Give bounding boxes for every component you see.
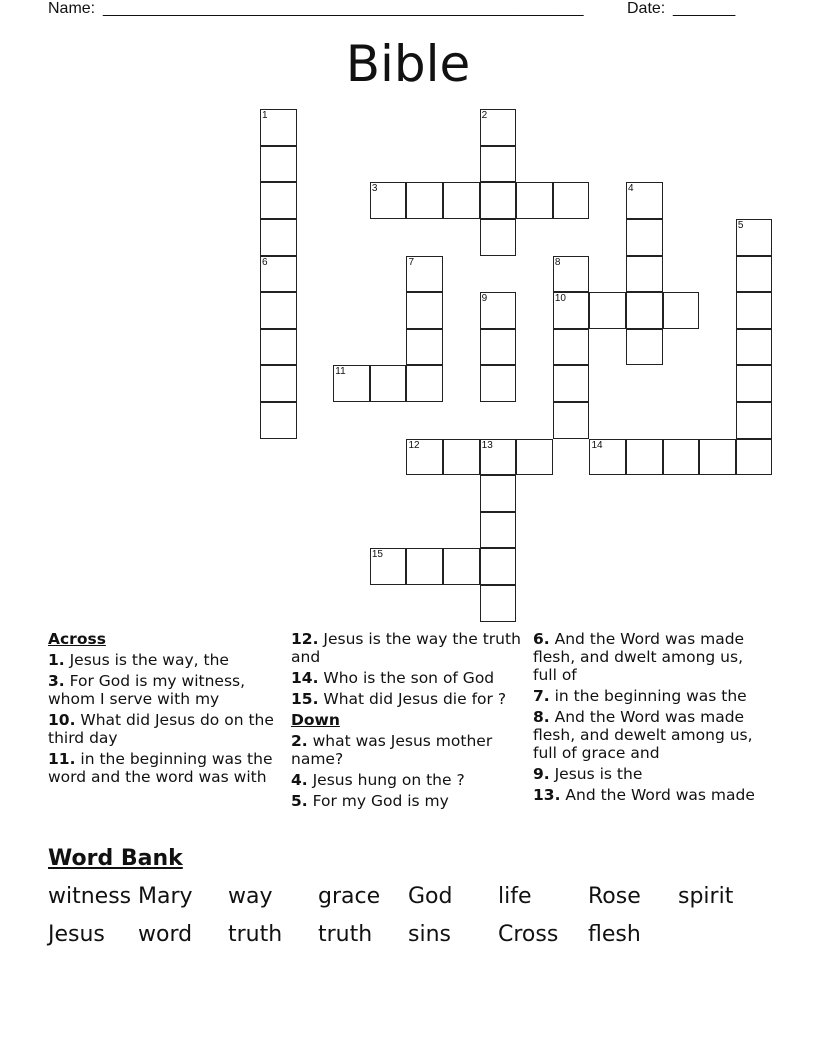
- word-bank-word: Rose: [588, 884, 641, 909]
- word-bank-word: truth: [318, 922, 373, 947]
- grid-cell[interactable]: [406, 329, 443, 366]
- name-line[interactable]: ______________________________________________________: [103, 0, 584, 17]
- grid-cell[interactable]: [626, 219, 663, 256]
- clue-number-label: 12.: [291, 630, 319, 648]
- clue-number: 14: [591, 439, 603, 451]
- word-bank-word: sins: [408, 922, 451, 947]
- clue-text: in the beginning was the: [549, 687, 747, 705]
- grid-cell[interactable]: [480, 219, 517, 256]
- clues-column-2: [291, 630, 523, 813]
- clue-number: 2: [481, 110, 488, 122]
- clue-text: Jesus is the way, the: [64, 651, 229, 669]
- word-bank-word: spirit: [678, 884, 734, 909]
- grid-cell[interactable]: [443, 439, 480, 476]
- grid-cell[interactable]: [516, 439, 553, 476]
- word-bank-word: truth: [228, 922, 283, 947]
- clue: [48, 711, 280, 747]
- grid-cell[interactable]: [736, 329, 773, 366]
- word-bank-word: Cross: [498, 922, 559, 947]
- clue-text: Jesus hung on the ?: [307, 771, 465, 789]
- grid-cell[interactable]: [553, 182, 590, 219]
- grid-cell[interactable]: [480, 585, 517, 622]
- grid-cell[interactable]: [370, 548, 407, 585]
- clue-number: 12: [408, 439, 420, 451]
- grid-cell[interactable]: [736, 439, 773, 476]
- clue-number: 11: [335, 366, 346, 378]
- clue-number-label: 15.: [291, 690, 319, 708]
- grid-cell[interactable]: [406, 439, 443, 476]
- clue-text: What did Jesus do on the third day: [48, 711, 274, 747]
- clue-number-label: 4.: [291, 771, 308, 789]
- clue: [48, 672, 280, 708]
- grid-cell[interactable]: [406, 182, 443, 219]
- grid-cell[interactable]: [260, 256, 297, 293]
- word-bank-word: life: [498, 884, 532, 909]
- grid-cell[interactable]: [480, 146, 517, 183]
- grid-cell[interactable]: [626, 439, 663, 476]
- clue-number: 4: [628, 183, 634, 195]
- clue-number: 5: [737, 220, 744, 232]
- clue-text: Who is the son of God: [318, 669, 495, 687]
- clue: [291, 690, 523, 708]
- word-bank-word: Jesus: [48, 922, 105, 947]
- clue-number-label: 6.: [533, 630, 550, 648]
- clue: [533, 708, 765, 762]
- clue-number-label: 7.: [533, 687, 550, 705]
- clue-text: what was Jesus mother name?: [291, 732, 493, 768]
- word-bank-word: God: [408, 884, 453, 909]
- grid-cell[interactable]: [333, 365, 370, 402]
- clue-text: And the Word was made flesh, and dwelt among us, full of: [533, 630, 745, 684]
- grid-cell[interactable]: [626, 182, 663, 219]
- grid-cell[interactable]: [736, 292, 773, 329]
- clue: [291, 630, 523, 666]
- clues-column-3: [533, 630, 765, 807]
- clue-number: 13: [481, 439, 493, 451]
- word-bank-word: witness: [48, 884, 132, 909]
- clue-number-label: 10.: [48, 711, 76, 729]
- clue-number: 15: [371, 549, 383, 561]
- date-line[interactable]: _______: [673, 0, 736, 17]
- clue-number-label: 13.: [533, 786, 561, 804]
- clue-number-label: 9.: [533, 765, 550, 783]
- grid-cell[interactable]: [553, 256, 590, 293]
- grid-cell[interactable]: [736, 402, 773, 439]
- clue-number-label: 1.: [48, 651, 65, 669]
- grid-cell[interactable]: [553, 329, 590, 366]
- clue: [533, 687, 765, 705]
- clue-number-label: 8.: [533, 708, 550, 726]
- grid-cell[interactable]: [260, 182, 297, 219]
- grid-cell[interactable]: [370, 365, 407, 402]
- grid-cell[interactable]: [663, 439, 700, 476]
- grid-cell[interactable]: [443, 182, 480, 219]
- clue-number: 8: [554, 256, 561, 268]
- grid-cell[interactable]: [406, 548, 443, 585]
- grid-cell[interactable]: [626, 292, 663, 329]
- clue-text: in the beginning was the word and the word was with: [48, 750, 273, 786]
- clue-section-heading: Down: [291, 711, 340, 729]
- grid-cell[interactable]: [480, 329, 517, 366]
- clue: [533, 630, 765, 684]
- grid-cell[interactable]: [260, 402, 297, 439]
- grid-cell[interactable]: [480, 182, 517, 219]
- clue-text: And the Word was made: [560, 786, 755, 804]
- clue-text: And the Word was made flesh, and dewelt among us, full of grace and: [533, 708, 753, 762]
- grid-cell[interactable]: [589, 439, 626, 476]
- clue-section-heading: Across: [48, 630, 106, 648]
- grid-cell[interactable]: [260, 146, 297, 183]
- word-bank-title: Word Bank: [48, 846, 183, 871]
- grid-cell[interactable]: [480, 548, 517, 585]
- clue: [48, 750, 280, 786]
- grid-cell[interactable]: [480, 292, 517, 329]
- grid-cell[interactable]: [736, 365, 773, 402]
- grid-cell[interactable]: [516, 182, 553, 219]
- grid-cell[interactable]: [406, 256, 443, 293]
- clue-text: What did Jesus die for ?: [318, 690, 507, 708]
- grid-cell[interactable]: [626, 256, 663, 293]
- grid-cell[interactable]: [260, 365, 297, 402]
- clue-number: 9: [481, 293, 488, 305]
- clue-number-label: 2.: [291, 732, 308, 750]
- grid-cell[interactable]: [553, 365, 590, 402]
- clue-number-label: 11.: [48, 750, 76, 768]
- grid-cell[interactable]: [480, 512, 517, 549]
- clue: [533, 765, 765, 783]
- grid-cell[interactable]: [553, 292, 590, 329]
- grid-cell[interactable]: [260, 292, 297, 329]
- clue: [48, 651, 280, 669]
- grid-cell[interactable]: [406, 292, 443, 329]
- grid-cell[interactable]: [406, 365, 443, 402]
- clue-number-label: 14.: [291, 669, 319, 687]
- clue-text: For my God is my: [307, 792, 449, 810]
- clue: [291, 792, 523, 810]
- clue-text: Jesus is the: [549, 765, 643, 783]
- clue: [291, 771, 523, 789]
- word-bank-word: word: [138, 922, 193, 947]
- grid-cell[interactable]: [260, 329, 297, 366]
- clue-number: 6: [262, 256, 268, 268]
- grid-cell[interactable]: [736, 256, 773, 293]
- grid-cell[interactable]: [370, 182, 407, 219]
- page-title: Bible: [345, 35, 471, 93]
- clue-number-label: 3.: [48, 672, 65, 690]
- name-label: Name:: [48, 0, 96, 17]
- clue-text: Jesus is the way the truth and: [291, 630, 521, 666]
- word-bank-word: way: [228, 884, 273, 909]
- grid-cell[interactable]: [260, 219, 297, 256]
- clue: [533, 786, 765, 804]
- grid-cell[interactable]: [626, 329, 663, 366]
- clue: [291, 669, 523, 687]
- grid-cell[interactable]: [553, 402, 590, 439]
- clue-number: 10: [554, 293, 566, 305]
- grid-cell[interactable]: [260, 109, 297, 146]
- grid-cell[interactable]: [480, 475, 517, 512]
- grid-cell[interactable]: [443, 548, 480, 585]
- clue-number-label: 5.: [291, 792, 308, 810]
- grid-cell[interactable]: [480, 109, 517, 146]
- grid-cell[interactable]: [480, 439, 517, 476]
- grid-cell[interactable]: [663, 292, 700, 329]
- clue: [291, 732, 523, 768]
- clue-number: 3: [371, 183, 378, 195]
- word-bank-word: flesh: [588, 922, 641, 947]
- date-label: Date:: [627, 0, 666, 17]
- word-bank-word: grace: [318, 884, 381, 909]
- grid-cell[interactable]: [589, 292, 626, 329]
- clue-number: 7: [408, 256, 414, 268]
- clues-column-1: [48, 630, 280, 789]
- clue-number: 1: [262, 110, 268, 122]
- grid-cell[interactable]: [699, 439, 736, 476]
- grid-cell[interactable]: [736, 219, 773, 256]
- word-bank-word: Mary: [138, 884, 193, 909]
- grid-cell[interactable]: [480, 365, 517, 402]
- clue-text: For God is my witness, whom I serve with my: [48, 672, 246, 708]
